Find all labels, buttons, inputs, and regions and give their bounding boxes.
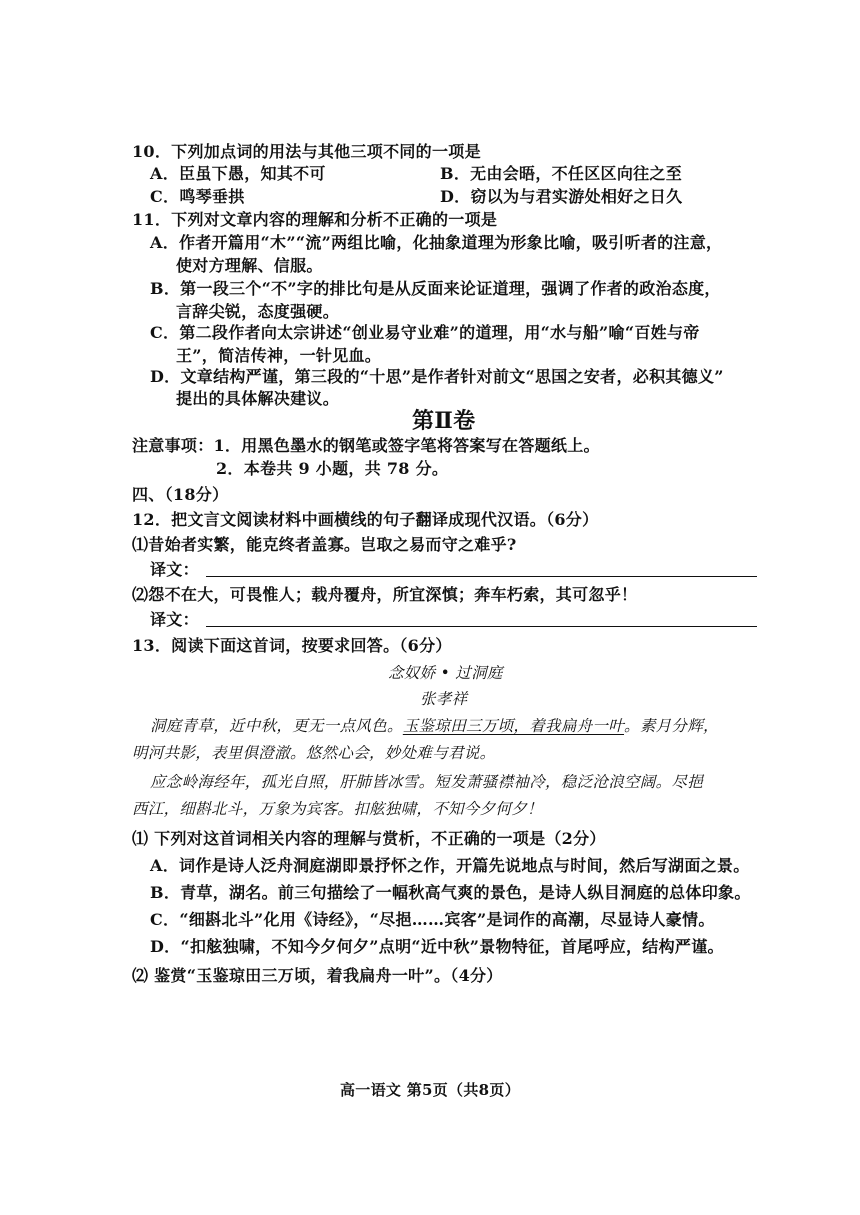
q12-answer-line-1[interactable] bbox=[206, 576, 757, 577]
q11-option-c-cont: 王”，简洁传神，一针见血。 bbox=[176, 346, 382, 365]
q13-option-d: D．“扣舷独啸，不知今夕何夕”点明“近中秋”景物特征，首尾呼应，结构严谨。 bbox=[150, 937, 724, 956]
poem-line-1-start: 洞庭青草，近中秋，更无一点风色。 bbox=[150, 717, 403, 735]
poem-author: 张孝祥 bbox=[420, 690, 468, 708]
q12-sentence-1: ⑴昔始者实繁，能克终者盖寡。岂取之易而守之难乎? bbox=[132, 535, 517, 554]
poem-line-3: 应念岭海经年，孤光自照，肝肺皆冰雪。短发萧骚襟袖冷，稳泛沧浪空阔。尽挹 bbox=[150, 773, 704, 791]
q11-option-b: B．第一段三个“不”字的排比句是从反面来论证道理，强调了作者的政治态度， bbox=[150, 279, 721, 298]
q13-option-a: A．词作是诗人泛舟洞庭湖即景抒怀之作，开篇先说地点与时间，然后写湖面之景。 bbox=[150, 856, 750, 875]
q13-option-b: B．青草，湖名。前三句描绘了一幅秋高气爽的景色，是诗人纵目洞庭的总体印象。 bbox=[150, 883, 751, 902]
poem-underlined-phrase: 玉鉴琼田三万顷，着我扁舟一叶 bbox=[402, 717, 625, 735]
q10-option-b: B．无由会晤，不任区区向往之至 bbox=[440, 164, 683, 183]
q11-option-a-cont: 使对方理解、信服。 bbox=[176, 256, 323, 275]
notice-line-2: 2．本卷共 9 小题，共 78 分。 bbox=[216, 459, 449, 478]
q12-sentence-2: ⑵怨不在大，可畏惟人；载舟覆舟，所宜深慎；奔车朽索，其可忽乎！ bbox=[132, 585, 638, 604]
q10-option-a: A．臣虽下愚，知其不可 bbox=[150, 164, 326, 183]
q12-stem: 12．把文言文阅读材料中画横线的句子翻译成现代汉语。（6分） bbox=[132, 510, 599, 529]
part-four-heading: 四、（18分） bbox=[132, 485, 229, 504]
q12-answer-label-2: 译文： bbox=[150, 610, 199, 629]
q11-stem: 11．下列对文章内容的理解和分析不正确的一项是 bbox=[132, 210, 498, 229]
q13-option-c: C．“细斟北斗”化用《诗经》，“尽挹……宾客”是词作的高潮，尽显诗人豪情。 bbox=[150, 910, 715, 929]
poem-line-1-end: 。素月分辉， bbox=[624, 717, 719, 735]
poem-line-2: 明河共影，表里俱澄澈。悠然心会，妙处难与君说。 bbox=[132, 744, 496, 762]
q13-sub-question-2: ⑵ 鉴赏“玉鉴琼田三万顷，着我扁舟一叶”。（4分） bbox=[132, 966, 503, 985]
q13-stem: 13．阅读下面这首词，按要求回答。（6分） bbox=[132, 636, 452, 655]
q12-answer-line-2[interactable] bbox=[206, 626, 757, 627]
section-title: 第Ⅱ卷 bbox=[412, 408, 476, 434]
q11-option-d-cont: 提出的具体解决建议。 bbox=[176, 389, 340, 408]
poem-title: 念奴娇 • 过洞庭 bbox=[388, 664, 503, 682]
page-footer: 高一语文 第5页（共8页） bbox=[340, 1081, 520, 1099]
q11-option-d: D．文章结构严谨，第三段的“十思”是作者针对前文“思国之安者，必积其德义” bbox=[150, 367, 724, 386]
q11-option-c: C．第二段作者向太宗讲述“创业易守业难”的道理，用“水与船”喻“百姓与帝 bbox=[150, 323, 700, 342]
q10-stem: 10．下列加点词的用法与其他三项不同的一项是 bbox=[132, 142, 481, 161]
q11-option-a: A．作者开篇用“木”“流”两组比喻，化抽象道理为形象比喻，吸引听者的注意， bbox=[150, 233, 723, 252]
q12-answer-label-1: 译文： bbox=[150, 560, 199, 579]
q13-sub-question-1: ⑴ 下列对这首词相关内容的理解与赏析，不正确的一项是（2分） bbox=[132, 829, 606, 848]
poem-line-1 bbox=[150, 716, 719, 736]
q11-option-b-cont: 言辞尖锐，态度强硬。 bbox=[176, 302, 340, 321]
q10-option-c: C．鸣琴垂拱 bbox=[150, 187, 245, 206]
poem-line-4: 西江，细斟北斗，万象为宾客。扣舷独啸，不知今夕何夕！ bbox=[132, 800, 543, 818]
q10-option-d: D．窃以为与君实游处相好之日久 bbox=[440, 187, 683, 206]
notice-line-1: 注意事项：1．用黑色墨水的钢笔或签字笔将答案写在答题纸上。 bbox=[132, 436, 600, 455]
